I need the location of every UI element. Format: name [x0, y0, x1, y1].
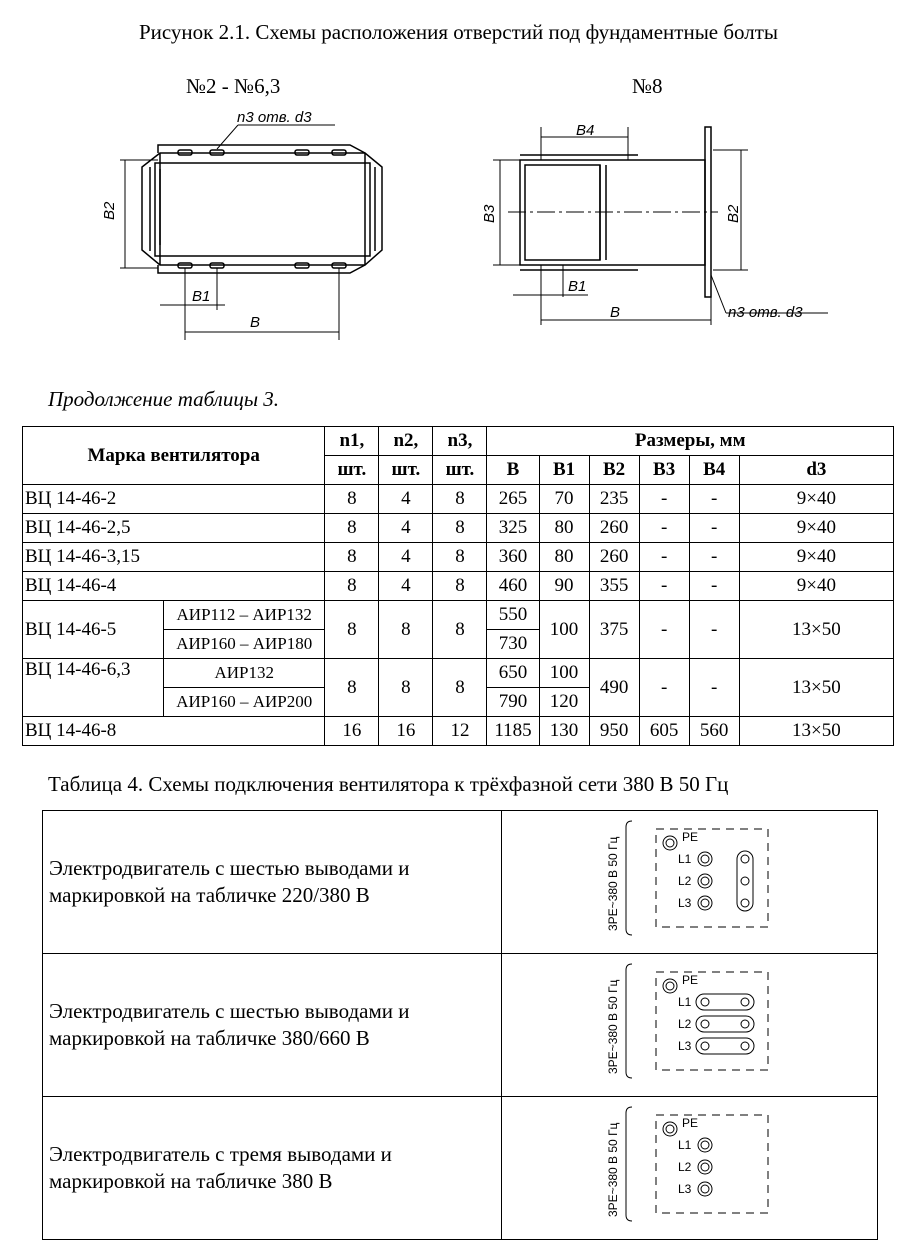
cell-b3: -: [639, 572, 689, 601]
cell-motor: АИР160 – АИР180: [164, 630, 325, 659]
header-brand: Марка вентилятора: [23, 427, 325, 485]
cell-n1: 8: [325, 659, 379, 717]
cell-n1: 16: [325, 717, 379, 746]
l1-label: L1: [678, 995, 692, 1009]
cell-b1: 80: [539, 514, 589, 543]
cell-n3: 8: [433, 572, 487, 601]
motor-description: [43, 811, 502, 954]
table-row: [23, 572, 894, 601]
l1-label: L1: [678, 1138, 692, 1152]
cell-d3: 13×50: [739, 717, 893, 746]
cell-b: 325: [487, 514, 539, 543]
cell-n1: 8: [325, 485, 379, 514]
cell-n3: 8: [433, 543, 487, 572]
header-col-b1: B1: [539, 456, 589, 485]
cell-n2: 4: [379, 485, 433, 514]
header-unit: шт.: [433, 456, 487, 485]
figure-title: Рисунок 2.1. Схемы расположения отверстий под фундаментные болты: [138, 20, 779, 44]
delta-connection-diagram: [502, 954, 878, 1090]
cell-b2: 375: [589, 601, 639, 659]
header-sizes: Размеры, мм: [487, 427, 894, 456]
cell-d3: 9×40: [739, 514, 893, 543]
cell-name: ВЦ 14-46-5: [23, 601, 164, 659]
cell-n2: 4: [379, 572, 433, 601]
l3-label: L3: [678, 896, 692, 910]
left-dim-b2: B2: [101, 201, 118, 220]
cell-b2: 235: [589, 485, 639, 514]
cell-b4: -: [689, 601, 739, 659]
cell-b: 460: [487, 572, 539, 601]
table-row: [43, 811, 878, 954]
cell-b: 650: [487, 659, 539, 688]
cell-b3: -: [639, 514, 689, 543]
cell-b4: -: [689, 659, 739, 717]
right-dim-b4: B4: [576, 122, 595, 139]
cell-name: ВЦ 14-46-6,3: [23, 659, 164, 717]
cell-b: 790: [487, 688, 539, 717]
cell-motor: АИР112 – АИР132: [164, 601, 325, 630]
left-dim-b: B: [250, 314, 261, 331]
left-dim-n3: n3 отв. d3: [237, 109, 312, 126]
table3: [22, 426, 894, 746]
motor-description: [43, 1097, 502, 1240]
l1-label: L1: [678, 852, 692, 866]
header-col-b2: B2: [589, 456, 639, 485]
cell-b4: -: [689, 514, 739, 543]
header-unit: шт.: [379, 456, 433, 485]
cell-b: 360: [487, 543, 539, 572]
cell-n3: 12: [433, 717, 487, 746]
cell-b1: 80: [539, 543, 589, 572]
table-row: [23, 514, 894, 543]
cell-d3: 13×50: [739, 601, 893, 659]
table3-header-row: [23, 427, 894, 456]
l3-label: L3: [678, 1182, 692, 1196]
cell-b: 730: [487, 630, 539, 659]
cell-n3: 8: [433, 659, 487, 717]
cell-b2: 260: [589, 514, 639, 543]
table-row: [43, 1097, 878, 1240]
connection-diagram-cell: [502, 1097, 878, 1240]
right-dim-b2: B2: [725, 204, 742, 223]
pe-label: PE: [682, 1116, 699, 1130]
cell-b2: 950: [589, 717, 639, 746]
table-row: [23, 717, 894, 746]
connection-diagram-cell: [502, 811, 878, 954]
right-dim-b: B: [610, 304, 621, 321]
l2-label: L2: [678, 874, 692, 888]
cell-name: ВЦ 14-46-2: [23, 485, 325, 514]
cell-name: ВЦ 14-46-2,5: [23, 514, 325, 543]
table-row: [23, 543, 894, 572]
cell-b1: 120: [539, 688, 589, 717]
cell-n3: 8: [433, 514, 487, 543]
cell-motor: АИР160 – АИР200: [164, 688, 325, 717]
description-line: Электродвигатель с шестью выводами и: [49, 856, 410, 880]
description-line: маркировкой на табличке 380 В: [49, 1169, 333, 1193]
cell-n2: 8: [379, 601, 433, 659]
description-line: маркировкой на табличке 380/660 В: [49, 1026, 370, 1050]
cell-b3: -: [639, 543, 689, 572]
cell-n1: 8: [325, 543, 379, 572]
star-connection-diagram: [502, 811, 878, 947]
cell-b3: -: [639, 659, 689, 717]
cell-n1: 8: [325, 572, 379, 601]
header-n2: n2,: [379, 427, 433, 456]
net-label: 3PE~380 В 50 Гц: [606, 979, 620, 1074]
description-line: Электродвигатель с тремя выводами и: [49, 1142, 392, 1166]
l2-label: L2: [678, 1017, 692, 1031]
cell-n2: 4: [379, 543, 433, 572]
cell-b4: 560: [689, 717, 739, 746]
l3-label: L3: [678, 1039, 692, 1053]
cell-d3: 9×40: [739, 485, 893, 514]
cell-b1: 100: [539, 601, 589, 659]
cell-b2: 355: [589, 572, 639, 601]
right-dim-b1: B1: [568, 278, 587, 295]
connection-diagram-cell: [502, 954, 878, 1097]
left-bolt-scheme: [100, 105, 400, 350]
pe-label: PE: [682, 973, 699, 987]
cell-n2: 16: [379, 717, 433, 746]
cell-b4: -: [689, 485, 739, 514]
cell-name: ВЦ 14-46-4: [23, 572, 325, 601]
cell-n3: 8: [433, 601, 487, 659]
motor-description: [43, 954, 502, 1097]
header-col-b: B: [487, 456, 539, 485]
table-row: [23, 485, 894, 514]
header-col-d3: d3: [739, 456, 893, 485]
l2-label: L2: [678, 1160, 692, 1174]
cell-b1: 100: [539, 659, 589, 688]
cell-name: ВЦ 14-46-8: [23, 717, 325, 746]
cell-b: 265: [487, 485, 539, 514]
header-n3: n3,: [433, 427, 487, 456]
description-line: маркировкой на табличке 220/380 В: [49, 883, 370, 907]
cell-b: 1185: [487, 717, 539, 746]
net-label: 3PE~380 В 50 Гц: [606, 836, 620, 931]
table4: [42, 810, 878, 1240]
cell-n1: 8: [325, 601, 379, 659]
cell-b4: -: [689, 543, 739, 572]
table4-title: Таблица 4. Схемы подключения вентилятора к трёхфазной сети 380 В 50 Гц: [48, 772, 729, 796]
cell-d3: 9×40: [739, 543, 893, 572]
right-scheme-label: №8: [632, 74, 663, 98]
cell-b3: -: [639, 601, 689, 659]
cell-b2: 490: [589, 659, 639, 717]
cell-b4: -: [689, 572, 739, 601]
cell-n1: 8: [325, 514, 379, 543]
header-unit: шт.: [325, 456, 379, 485]
left-dim-b1: B1: [192, 288, 211, 305]
left-scheme-label: №2 - №6,3: [186, 74, 281, 98]
cell-n2: 8: [379, 659, 433, 717]
net-label: 3PE~380 В 50 Гц: [606, 1122, 620, 1217]
cell-b: 550: [487, 601, 539, 630]
header-n1: n1,: [325, 427, 379, 456]
right-dim-n3: n3 отв. d3: [728, 304, 803, 321]
cell-n3: 8: [433, 485, 487, 514]
cell-b1: 90: [539, 572, 589, 601]
table-row: [23, 601, 894, 630]
table-row: [43, 954, 878, 1097]
right-bolt-scheme: [478, 115, 838, 330]
description-line: Электродвигатель с шестью выводами и: [49, 999, 410, 1023]
table-row: [23, 659, 894, 688]
cell-n2: 4: [379, 514, 433, 543]
header-col-b3: B3: [639, 456, 689, 485]
cell-b3: 605: [639, 717, 689, 746]
cell-b1: 70: [539, 485, 589, 514]
cell-b1: 130: [539, 717, 589, 746]
cell-name: ВЦ 14-46-3,15: [23, 543, 325, 572]
table3-caption: Продолжение таблицы 3.: [48, 387, 280, 411]
header-col-b4: B4: [689, 456, 739, 485]
cell-d3: 13×50: [739, 659, 893, 717]
pe-label: PE: [682, 830, 699, 844]
right-dim-b3: B3: [481, 204, 498, 223]
cell-d3: 9×40: [739, 572, 893, 601]
cell-b2: 260: [589, 543, 639, 572]
cell-b3: -: [639, 485, 689, 514]
cell-motor: АИР132: [164, 659, 325, 688]
three-lead-connection-diagram: [502, 1097, 878, 1233]
